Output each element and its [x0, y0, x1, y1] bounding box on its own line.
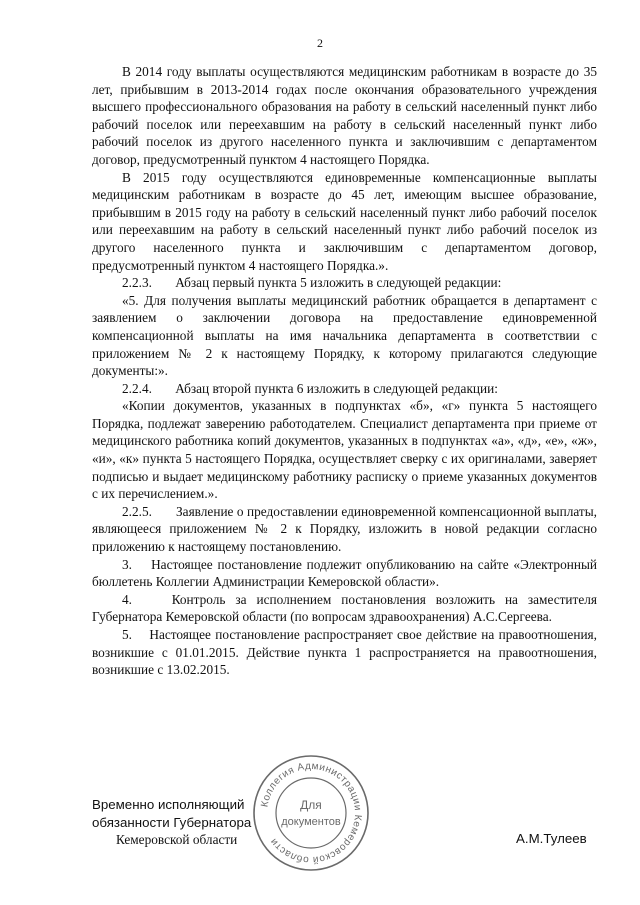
- clause-5: 5. Настоящее постановление распространяет свое действие на правоотношения, возникшие с 01.01.2015. Действие пункта 1 распространяется на правоотношения, возникшие с 13.02.2015.: [92, 627, 597, 678]
- paragraph-item-5: «5. Для получения выплаты медицинский работник обращается в департамент с заявлением о заключении договора на предоставление единовременной компенсационной выплаты на имя начальника департамента в соответствии с приложением № 2 к настоящему Порядку, к которому прилагаются следующие документы:».: [92, 292, 597, 379]
- official-stamp: [251, 753, 371, 873]
- signatory-title-line3: Кемеровской области: [116, 832, 238, 847]
- svg-text:Коллегия Администрации Кемеров: Коллегия Администрации Кемеровской области: [259, 760, 364, 866]
- page-number: 2: [317, 36, 323, 50]
- signatory-title-line1: Временно исполняющий: [92, 797, 245, 812]
- clause-2-2-3: 2.2.3. Абзац первый пункта 5 изложить в следующей редакции:: [122, 275, 502, 291]
- paragraph-2014-payments: В 2014 году выплаты осуществляются медицинским работникам в возрасте до 35 лет, прибывшим в 2013-2014 годах после окончания образовательного учреждения высшего профессионального образования на работу в сельский населенный пункт либо рабочий поселок или переехавшим на работу в сельский населенный пункт либо рабочий поселок из другого населенного пункта и заключившим с департаментом договор, предусмотренный пунктом 4 настоящего Порядка.: [92, 64, 597, 167]
- svg-text:Для: Для: [300, 798, 322, 812]
- signatory-title: [92, 796, 251, 849]
- signatory-name: А.М.Тулеев: [516, 831, 587, 846]
- paragraph-2015-payments: В 2015 году осуществляются единовременные компенсационные выплаты медицинским работникам в возрасте до 45 лет, имеющим высшее образование, прибывшим в 2015 году на работу в сельский населенный пункт либо рабочий поселок или переехавшим на работу в сельский населенный пункт либо рабочий поселок из другого населенного пункта и заключившим с департаментом договор, предусмотренный пунктом 4 настоящего Порядка.».: [92, 169, 597, 273]
- paragraph-document-copies: «Копии документов, указанных в подпунктах «б», «г» пункта 5 настоящего Порядка, подлежат заверению работодателем. Специалист департамента при приеме от медицинского работника копий документов, указанных в подпунктах «а», «д», «е», «ж», «и», «к» пункта 5 настоящего Порядка, осуществляет сверку с их оригиналами, заверяет подписью и выдает медицинскому работнику расписку о приеме указанных документов с их перечислением.».: [92, 398, 597, 502]
- clause-2-2-5: 2.2.5. Заявление о предоставлении единовременной компенсационной выплаты, являющееся приложением № 2 к Порядку, изложить в новой редакции согласно приложению к настоящему постановлению.: [92, 503, 597, 555]
- clause-4: 4. Контроль за исполнением постановления возложить на заместителя Губернатора Кемеровской области (по вопросам здравоохранения) А.С.Сергеева.: [92, 591, 597, 625]
- clause-3: 3. Настоящее постановление подлежит опубликованию на сайте «Электронный бюллетень Коллегии Администрации Кемеровской области».: [92, 556, 597, 590]
- clause-2-2-4: 2.2.4. Абзац второй пункта 6 изложить в следующей редакции:: [122, 380, 498, 396]
- signatory-title-line2: обязанности Губернатора: [92, 814, 252, 830]
- document-body: [92, 63, 597, 679]
- svg-text:документов: документов: [281, 816, 341, 828]
